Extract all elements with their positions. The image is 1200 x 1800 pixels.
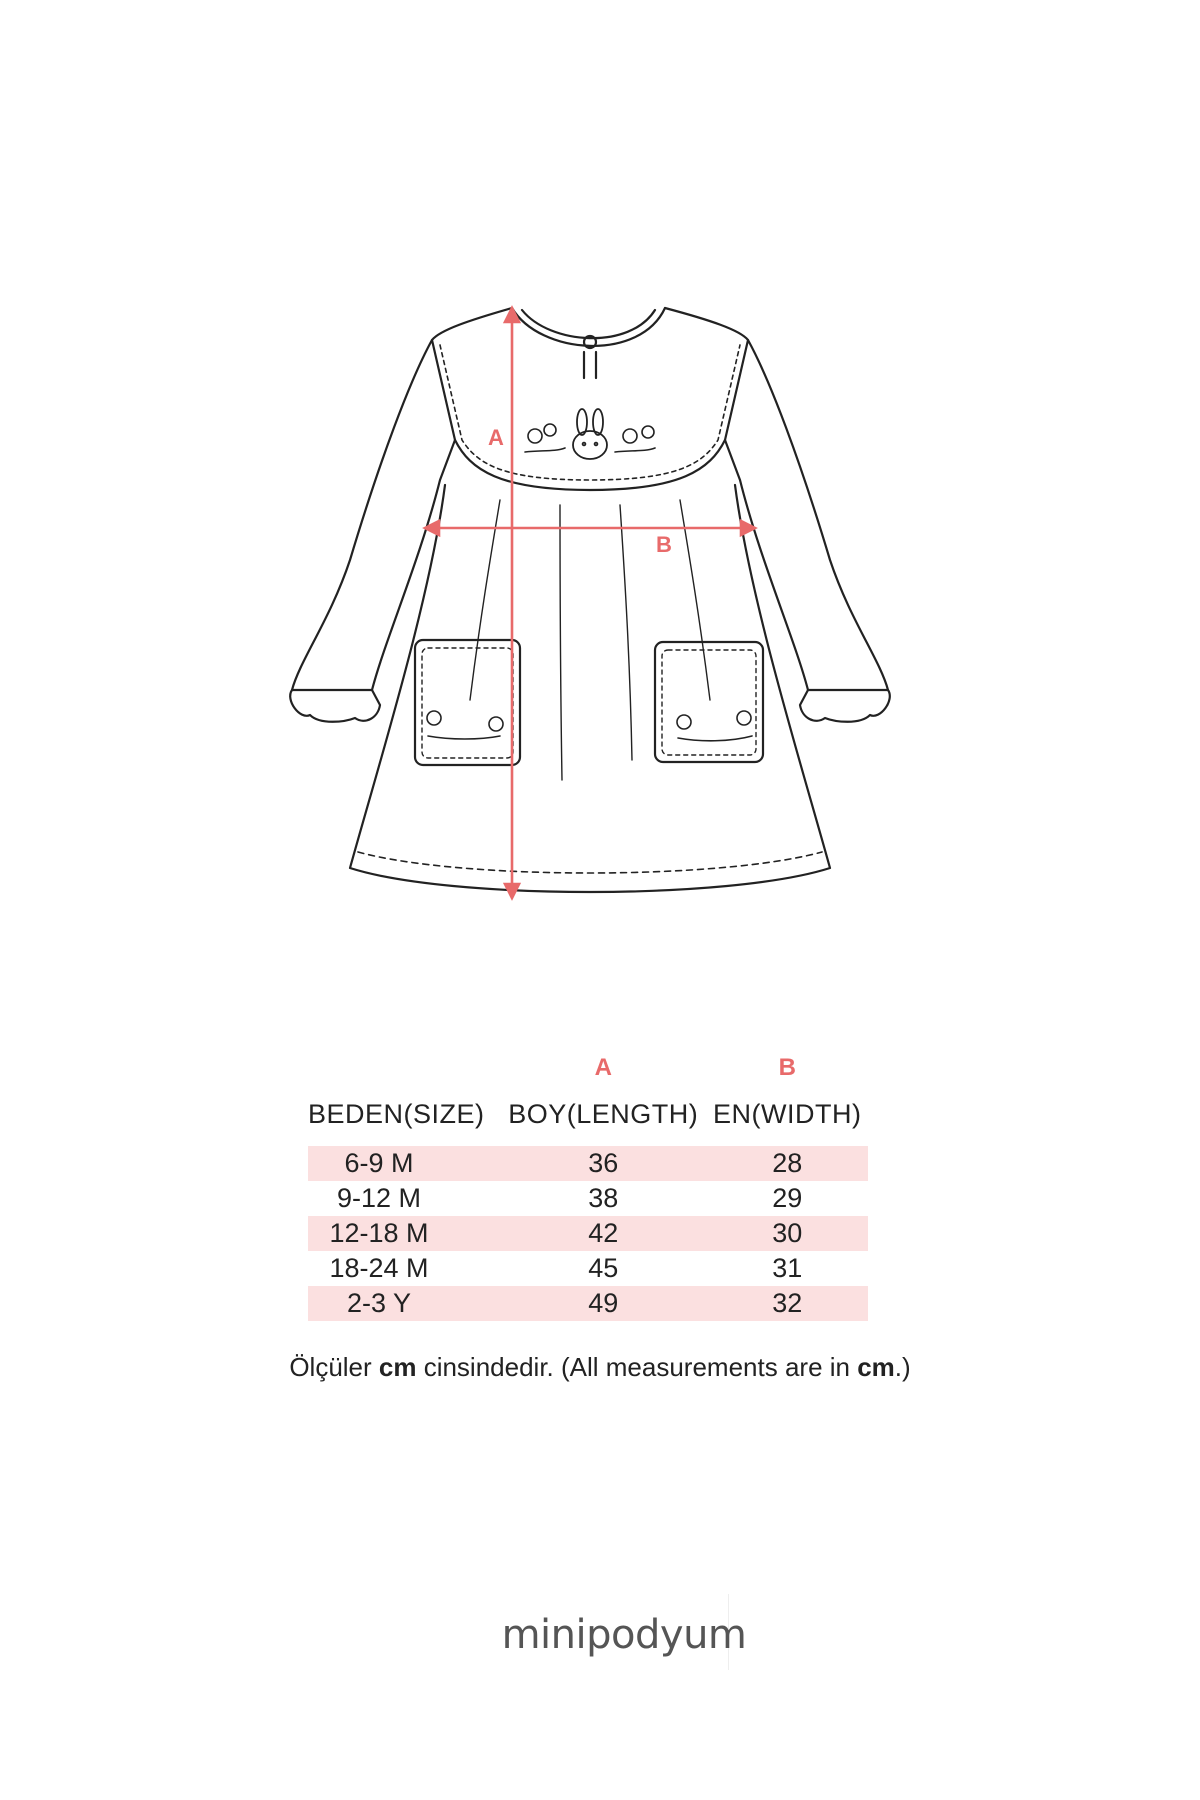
cell-width: 31 — [772, 1253, 803, 1283]
table-row — [308, 1251, 868, 1286]
cell-length: 49 — [500, 1286, 707, 1321]
cell-width: 30 — [707, 1216, 868, 1251]
header-width: EN(WIDTH) — [713, 1098, 862, 1129]
measure-a-arrow — [505, 308, 519, 898]
header-length: BOY(LENGTH) — [508, 1098, 699, 1129]
cell-length: 38 — [588, 1183, 619, 1213]
table-row — [308, 1146, 868, 1181]
column-letter-a: A — [594, 1054, 612, 1081]
cell-length: 36 — [500, 1146, 707, 1181]
flower-embroidery-icon — [427, 424, 752, 741]
cell-size: 2-3 Y — [308, 1286, 500, 1321]
size-table — [308, 1048, 868, 1321]
cell-size: 9-12 M — [336, 1183, 421, 1213]
measure-a-label: A — [488, 425, 504, 450]
right-pocket — [655, 642, 763, 762]
cell-size: 12-18 M — [308, 1216, 500, 1251]
brand-logo: minipodyum — [501, 1612, 747, 1658]
cell-width: 28 — [707, 1146, 868, 1181]
cell-width: 32 — [707, 1286, 868, 1321]
cell-width: 29 — [772, 1183, 803, 1213]
bunny-embroidery-icon — [573, 409, 607, 459]
header-size: BEDEN(SIZE) — [308, 1098, 485, 1129]
column-letter-b: B — [778, 1054, 796, 1081]
measure-b-arrow — [425, 521, 755, 535]
left-pocket — [415, 640, 520, 765]
letter-row — [308, 1048, 868, 1088]
cell-size: 6-9 M — [308, 1146, 500, 1181]
table-row — [308, 1216, 868, 1251]
measure-b-label: B — [656, 532, 672, 557]
neckline — [512, 308, 665, 346]
measurement-unit-note: Ölçüler cm cinsindedir. (All measurements are in cm.) — [289, 1352, 911, 1382]
table-row — [308, 1181, 868, 1216]
cell-length: 42 — [500, 1216, 707, 1251]
cell-size: 18-24 M — [329, 1253, 429, 1283]
right-sleeve — [725, 340, 888, 690]
table-row — [308, 1286, 868, 1321]
cell-length: 45 — [588, 1253, 619, 1283]
header-row — [308, 1088, 868, 1140]
left-sleeve — [292, 340, 455, 690]
